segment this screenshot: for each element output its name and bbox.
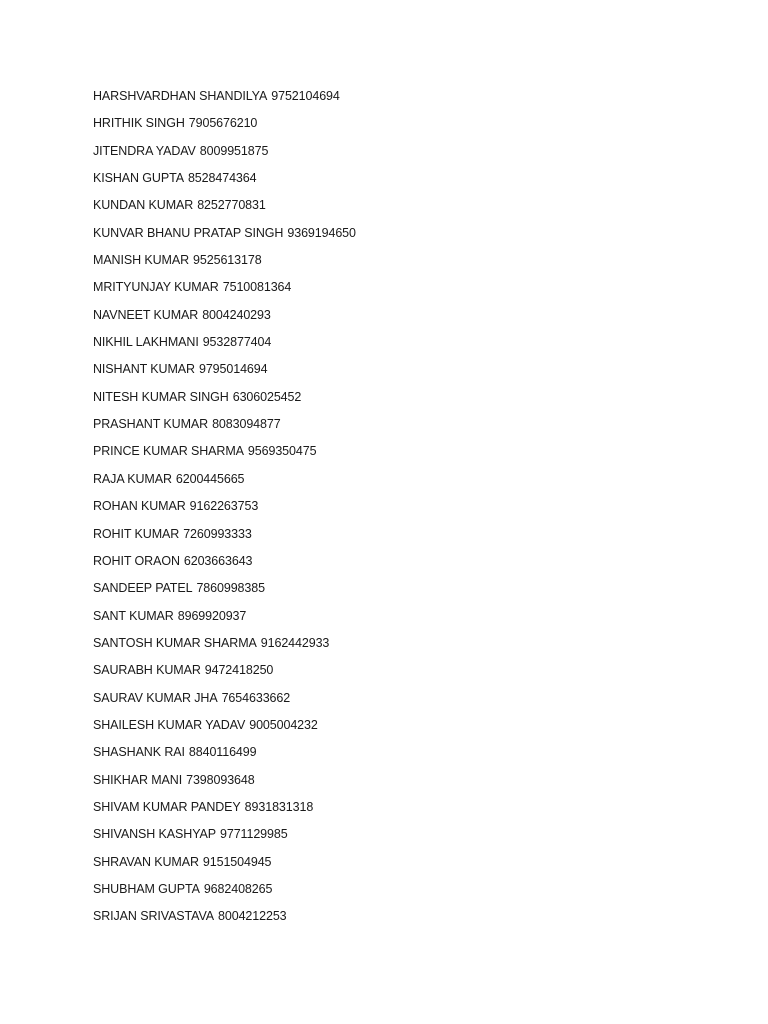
contact-name: PRASHANT KUMAR [93,417,209,432]
contact-phone: 8969920937 [177,608,247,623]
list-item [93,169,356,196]
contact-name: RAJA KUMAR [93,471,172,486]
contact-phone: 6200445665 [175,471,245,486]
contact-phone: 6203663643 [183,553,253,568]
list-item [93,114,356,141]
contact-phone: 9005004232 [249,717,318,732]
contact-name: SAURABH KUMAR [93,663,201,678]
contact-phone: 7398093648 [186,772,255,787]
contact-phone: 9369194650 [287,225,356,240]
contact-name: SHIKHAR MANI [93,772,183,787]
contact-phone: 9771129985 [219,827,288,842]
contact-name: MRITYUNJAY KUMAR [93,280,219,295]
list-item [93,87,356,114]
contact-name: SHASHANK RAI [93,745,185,760]
contact-phone: 8840116499 [188,745,257,760]
contact-name: SHUBHAM GUPTA [93,881,200,896]
list-item [93,142,356,169]
contact-name: SAURAV KUMAR JHA [93,690,218,705]
contact-phone: 9682408265 [203,881,273,896]
contact-phone: 9752104694 [271,89,340,103]
list-item [93,196,356,223]
list-item [93,224,356,251]
contact-phone: 7905676210 [188,116,258,131]
list-item [93,579,356,606]
contact-phone: 9532877404 [202,335,272,350]
list-item [93,825,356,852]
contact-name: HARSHVARDHAN SHANDILYA [93,89,268,103]
list-item [93,907,356,934]
list-item [93,716,356,743]
contact-phone: 8009951875 [199,143,269,158]
contact-name: MANISH KUMAR [93,253,190,268]
contact-list [93,87,356,935]
contact-phone: 7860998385 [196,581,265,596]
list-item [93,306,356,333]
contact-name: KUNDAN KUMAR [93,198,194,213]
contact-phone: 9472418250 [204,663,274,678]
contact-phone: 8004212253 [218,909,287,924]
list-item [93,853,356,880]
contact-name: NITESH KUMAR SINGH [93,389,229,404]
list-item [93,661,356,688]
contact-name: ROHAN KUMAR [93,499,186,514]
contact-name: NAVNEET KUMAR [93,307,199,322]
contact-name: JITENDRA YADAV [93,143,196,158]
contact-phone: 8931831318 [244,799,314,814]
contact-name: SANDEEP PATEL [93,581,193,596]
contact-phone: 7260993333 [183,526,252,541]
list-item [93,743,356,770]
list-item [93,607,356,634]
list-item [93,278,356,305]
list-item [93,525,356,552]
contact-name: PRINCE KUMAR SHARMA [93,444,244,459]
contact-phone: 8004240293 [202,307,271,322]
contact-phone: 8083094877 [212,417,281,432]
contact-name: NIKHIL LAKHMANI [93,335,199,350]
list-item [93,388,356,415]
list-item [93,442,356,469]
contact-name: SANT KUMAR [93,608,174,623]
contact-phone: 7654633662 [221,690,291,705]
contact-phone: 7510081364 [222,280,292,295]
list-item [93,798,356,825]
list-item [93,880,356,907]
contact-phone: 8528474364 [187,171,257,186]
contact-name: SRIJAN SRIVASTAVA [93,909,215,924]
list-item [93,689,356,716]
list-item [93,497,356,524]
list-item [93,251,356,278]
list-item [93,634,356,661]
contact-phone: 9151504945 [202,854,272,869]
contact-phone: 9795014694 [198,362,268,377]
contact-phone: 6306025452 [232,389,302,404]
contact-name: KUNVAR BHANU PRATAP SINGH [93,225,284,240]
list-item [93,771,356,798]
contact-name: SANTOSH KUMAR SHARMA [93,635,257,650]
contact-phone: 8252770831 [197,198,266,213]
contact-name: NISHANT KUMAR [93,362,195,377]
contact-name: SHRAVAN KUMAR [93,854,199,869]
list-item [93,415,356,442]
list-item [93,552,356,579]
contact-name: SHIVAM KUMAR PANDEY [93,799,241,814]
contact-phone: 9525613178 [193,253,262,268]
contact-phone: 9569350475 [247,444,317,459]
contact-name: HRITHIK SINGH [93,116,185,131]
contact-name: ROHIT ORAON [93,553,180,568]
contact-name: SHAILESH KUMAR YADAV [93,717,246,732]
contact-phone: 9162442933 [260,635,330,650]
list-item [93,333,356,360]
list-item [93,360,356,387]
contact-name: ROHIT KUMAR [93,526,180,541]
list-item [93,470,356,497]
contact-phone: 9162263753 [189,499,259,514]
contact-name: SHIVANSH KASHYAP [93,827,216,842]
contact-name: KISHAN GUPTA [93,171,184,186]
